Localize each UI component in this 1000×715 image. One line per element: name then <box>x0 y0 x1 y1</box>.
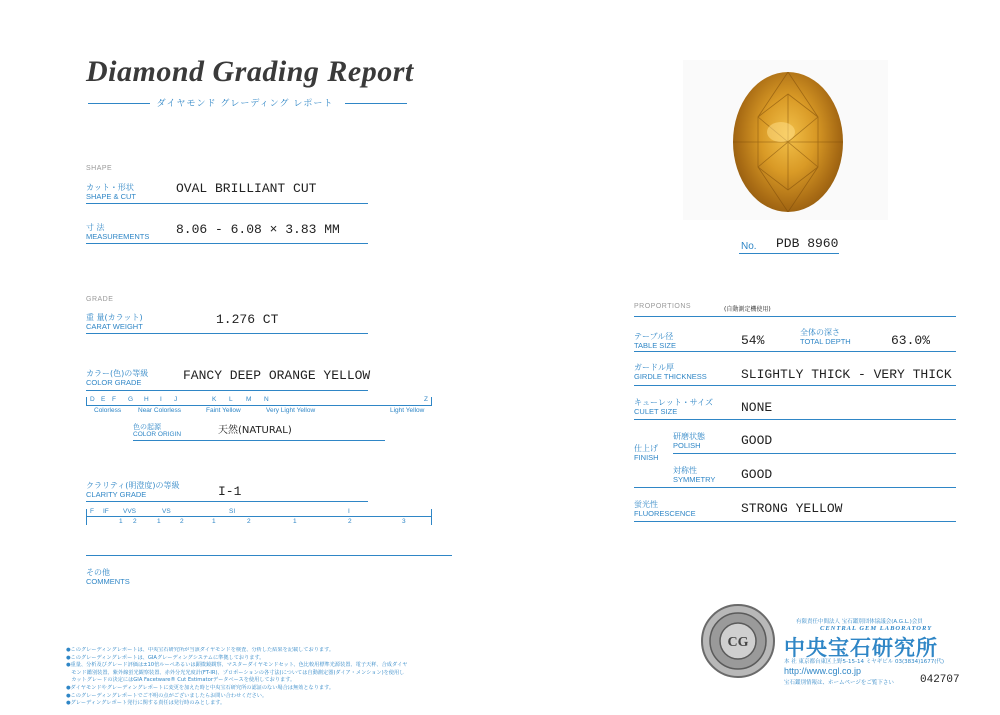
color-scale-group-near-colorless: Near Colorless <box>138 407 181 414</box>
lab-address: 本 社 東京都台東区上野5-15-14 ミヤギビル 03(3834)1677(代) <box>784 659 945 665</box>
report-number-value: PDB 8960 <box>776 236 839 251</box>
color-scale-axis <box>86 405 432 406</box>
shape-cut-jp-label: カット・形状 <box>86 183 134 192</box>
clarity-scale-vvs: VVS <box>123 508 137 515</box>
color-scale-letter-d: D <box>90 396 95 403</box>
fluorescence-value: STRONG YELLOW <box>741 501 843 516</box>
report-number-label: No. <box>741 241 757 252</box>
color-scale-tick <box>431 397 432 405</box>
lab-name-en: CENTRAL GEM LABORATORY <box>820 625 933 632</box>
clarity-value: I-1 <box>218 484 242 499</box>
girdle-jp-label: ガードル厚 <box>634 363 674 372</box>
color-scale-group-very-light-yellow: Very Light Yellow <box>266 407 316 414</box>
total-depth-jp-label: 全体の深さ <box>800 328 840 337</box>
comments-rule-top <box>86 555 452 556</box>
clarity-scale-sub: 2 <box>348 518 352 525</box>
symmetry-en-label: SYMMETRY <box>673 475 716 484</box>
lab-org-line: 有限責任中間法人 宝石鑑別団体協議会(A.G.L.)会員 <box>796 619 923 625</box>
clarity-scale-sub: 3 <box>402 518 406 525</box>
color-origin-en-label: COLOR ORIGIN <box>133 431 182 438</box>
clarity-scale-sub: 1 <box>212 518 216 525</box>
color-scale-letter-e: E <box>101 396 106 403</box>
fluorescence-rule <box>634 521 956 522</box>
svg-text:CG: CG <box>727 635 749 650</box>
report-title: Diamond Grading Report <box>86 55 414 88</box>
lab-website[interactable]: http://www.cgl.co.jp <box>784 666 862 676</box>
carat-rule <box>86 333 368 334</box>
fluorescence-jp-label: 蛍光性 <box>634 500 658 509</box>
diamond-facets <box>733 72 843 212</box>
report-subtitle: ダイヤモンド グレーディング レポート <box>156 99 334 109</box>
girdle-value: SLIGHTLY THICK - VERY THICK <box>741 367 952 382</box>
girdle-en-label: GIRDLE THICKNESS <box>634 372 707 381</box>
measurements-jp-label: 寸 法 <box>86 223 105 232</box>
subtitle-rule-right <box>345 103 407 104</box>
clarity-scale-si: SI <box>229 508 236 515</box>
clarity-scale-f: F <box>90 508 94 515</box>
polish-en-label: POLISH <box>673 441 701 450</box>
color-scale-letter-i: I <box>160 396 162 403</box>
color-scale-letter-j: J <box>174 396 178 403</box>
fluorescence-en-label: FLUORESCENCE <box>634 509 696 518</box>
measurements-rule <box>86 243 368 244</box>
comments-jp-label: その他 <box>86 568 110 577</box>
lab-seal-icon <box>700 603 776 679</box>
color-scale-letter-g: G <box>128 396 134 403</box>
lab-website-note: 宝石鑑別情報は、ホームページをご覧下さい <box>784 680 894 686</box>
color-scale-letter-n: N <box>264 396 269 403</box>
measurements-en-label: MEASUREMENTS <box>86 232 150 241</box>
carat-value: 1.276 CT <box>216 312 279 327</box>
clarity-scale-sub: 1 <box>293 518 297 525</box>
color-scale-group-light-yellow: Light Yellow <box>390 407 425 414</box>
clarity-en-label: CLARITY GRADE <box>86 490 147 499</box>
clarity-scale <box>86 508 432 528</box>
color-scale <box>86 396 432 416</box>
polish-value: GOOD <box>741 433 773 448</box>
color-grade-rule <box>86 390 368 391</box>
culet-rule <box>634 419 956 420</box>
footer-note-line: ●このグレーディングレポートでご不明の点がございましたらお問い合わせください。 <box>66 692 268 699</box>
symmetry-jp-label: 対称性 <box>673 466 697 475</box>
clarity-scale-sub: 2 <box>133 518 137 525</box>
table-size-en-label: TABLE SIZE <box>634 341 676 350</box>
color-scale-letter-f: F <box>112 396 116 403</box>
color-scale-letter-z: Z <box>424 396 428 403</box>
color-scale-letter-m: M <box>246 396 252 403</box>
culet-value: NONE <box>741 400 773 415</box>
section-grade-label: GRADE <box>86 296 114 303</box>
footer-note-line: ●このグレーディングレポートは、GIAグレーディングシステムに準拠しております。 <box>66 654 265 661</box>
footer-note-line: モンド鑑別装置、紫外線蛍光観察装置、赤外分光光度計(FT-IR)、プロポーションの各寸法(については自動測定器)ダイア・メンション)を使用し <box>66 669 405 676</box>
footer-note-line: カットグレードの決定にはGIA Facetware® Cut Estimatorデータベースを使用しております。 <box>66 677 296 684</box>
footer-note-line: ●重量、分析及びグレード評価は±10倍ルーペあるいは顕微鏡観察、マスターダイヤモンドセット、色比較用標準光源装置、電子天秤、合成ダイヤ <box>66 662 408 669</box>
section-shape-label: SHAPE <box>86 165 113 172</box>
table-depth-rule <box>634 351 956 352</box>
carat-jp-label: 重 量(カラット) <box>86 313 143 322</box>
proportions-rule-top <box>634 316 956 317</box>
clarity-scale-sub: 1 <box>119 518 123 525</box>
culet-jp-label: キューレット・サイズ <box>634 398 714 407</box>
polish-rule <box>673 453 956 454</box>
clarity-scale-axis <box>86 516 432 517</box>
clarity-jp-label: クラリティ(明澄度)の等級 <box>86 481 180 490</box>
footer-note-line: ●このグレーディングレポートは、中央宝石研究所が当該ダイヤモンドを検査、分析した結果を記載しております。 <box>66 647 335 653</box>
section-proportions-label: PROPORTIONS <box>634 303 692 310</box>
shape-cut-rule <box>86 203 368 204</box>
color-scale-group-colorless: Colorless <box>94 407 122 414</box>
footer-note-line: ●ダイヤモンドやグレーディングレポートに変更を加えた時と中央宝石研究所の認証のない場合は無効となります。 <box>66 684 335 691</box>
color-scale-tick <box>86 397 87 405</box>
symmetry-value: GOOD <box>741 467 773 482</box>
color-grade-en-label: COLOR GRADE <box>86 378 142 387</box>
finish-jp-label: 仕上げ <box>634 444 658 453</box>
subtitle-rule-left <box>88 103 150 104</box>
clarity-scale-if: IF <box>103 508 109 515</box>
clarity-scale-i: I <box>348 508 350 515</box>
color-scale-letter-l: L <box>229 396 233 403</box>
clarity-scale-tick <box>431 509 432 525</box>
clarity-scale-sub: 1 <box>157 518 161 525</box>
clarity-scale-tick <box>86 509 87 525</box>
color-scale-group-faint-yellow: Faint Yellow <box>206 407 241 414</box>
proportions-note: (自動測定機使用) <box>724 306 771 313</box>
color-grade-jp-label: カラー(色)の等級 <box>86 369 149 378</box>
total-depth-value: 63.0% <box>891 333 931 348</box>
footer-notes <box>66 647 506 708</box>
color-scale-letter-h: H <box>144 396 149 403</box>
comments-en-label: COMMENTS <box>86 577 130 586</box>
report-number-rule <box>739 253 839 254</box>
total-depth-en-label: TOTAL DEPTH <box>800 337 851 346</box>
finish-rule <box>634 487 956 488</box>
footer-note-line: ●グレーディングレポート発行に関する責任は発行時のみとします。 <box>66 700 226 707</box>
shape-cut-value: OVAL BRILLIANT CUT <box>176 181 317 196</box>
serial-number: 042707 <box>920 674 960 686</box>
color-origin-jp-label: 色の起源 <box>133 423 161 431</box>
clarity-rule <box>86 501 368 502</box>
color-origin-value: 天然(NATURAL) <box>218 425 292 436</box>
color-scale-letter-k: K <box>212 396 217 403</box>
measurements-value: 8.06 - 6.08 × 3.83 MM <box>176 222 340 237</box>
color-grade-value: FANCY DEEP ORANGE YELLOW <box>183 368 371 383</box>
lab-name-jp: 中央宝石研究所 <box>784 636 938 660</box>
finish-en-label: FINISH <box>634 453 659 462</box>
carat-en-label: CARAT WEIGHT <box>86 322 143 331</box>
polish-jp-label: 研磨状態 <box>673 432 705 441</box>
clarity-scale-sub: 2 <box>247 518 251 525</box>
shape-cut-en-label: SHAPE & CUT <box>86 192 137 201</box>
culet-en-label: CULET SIZE <box>634 407 678 416</box>
clarity-scale-vs: VS <box>162 508 171 515</box>
table-size-jp-label: テーブル径 <box>634 332 674 341</box>
table-size-value: 54% <box>741 333 765 348</box>
clarity-scale-sub: 2 <box>180 518 184 525</box>
girdle-rule <box>634 385 956 386</box>
color-origin-rule <box>133 440 385 441</box>
